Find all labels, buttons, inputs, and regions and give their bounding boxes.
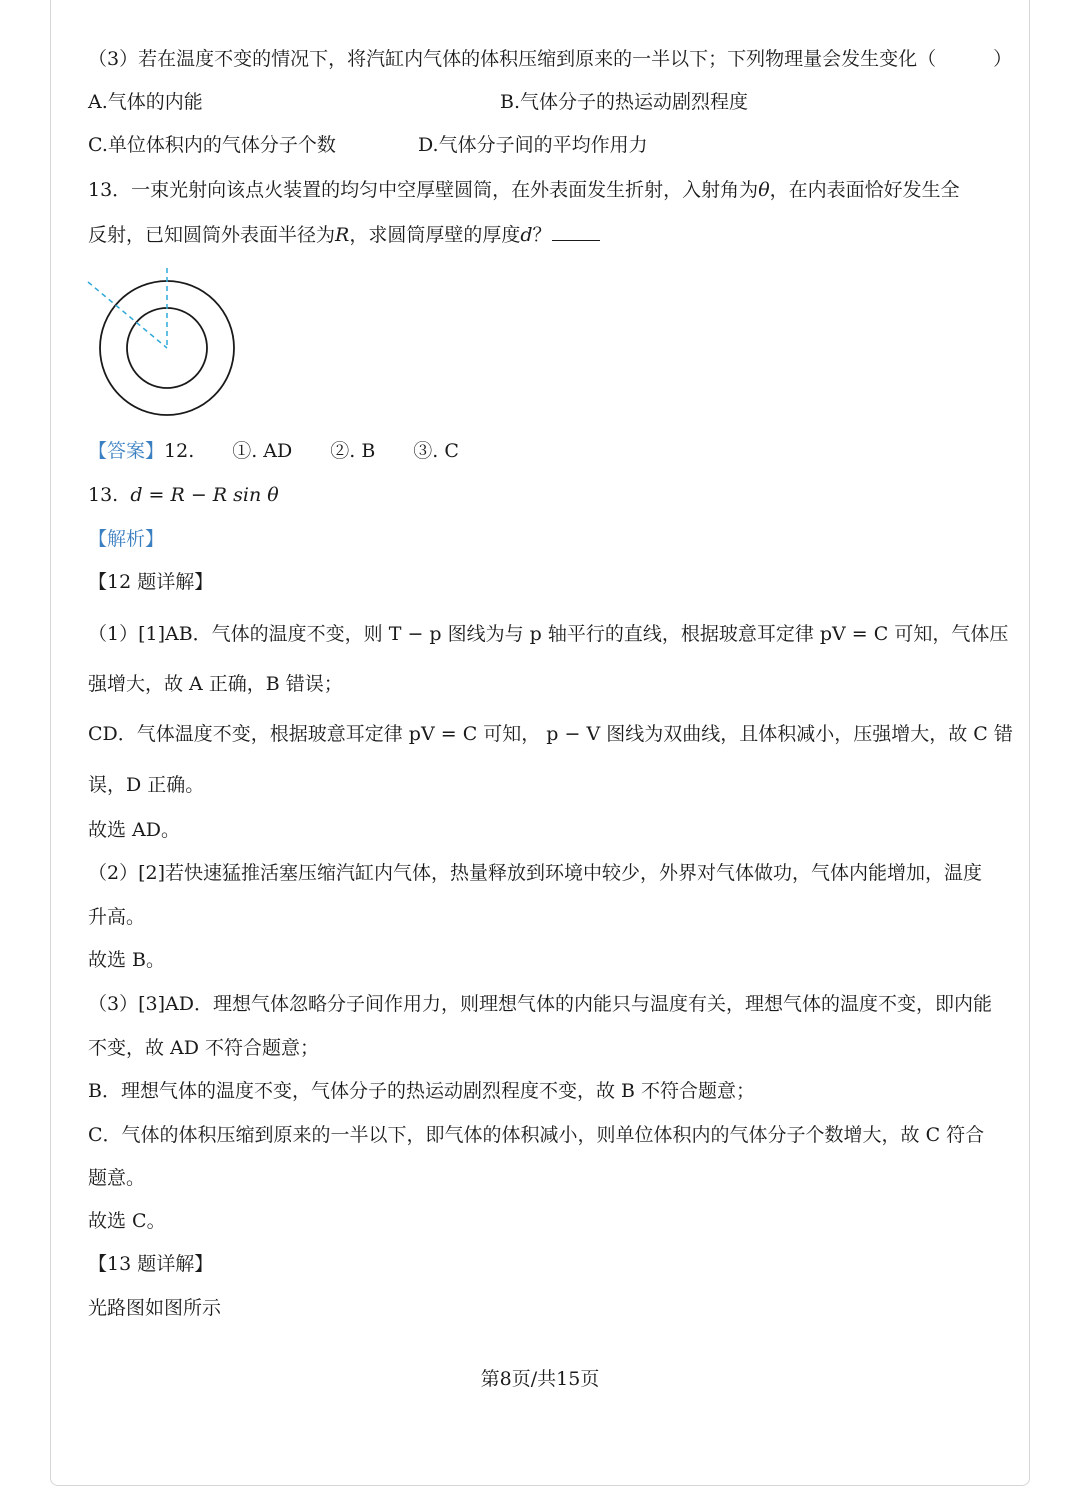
analysis-p6a: （3）[3]AD．理想气体忽略分子间作用力，则理想气体的内能只与温度有关，理想气体的温度不变，即内能 [88,993,992,1015]
analysis-p9: 故选 C。 [88,1210,166,1232]
analysis-p7: B．理想气体的温度不变，气体分子的热运动剧烈程度不变，故 B 不符合题意； [88,1080,756,1102]
analysis-p1b: 强增大，故 A 正确，B 错误； [88,673,343,695]
q13-line-2: 反射，已知圆筒外表面半径为R，求圆筒厚壁的厚度d？ [88,222,600,247]
analysis-p2b: 误，D 正确。 [88,774,205,796]
analysis-p5: 故选 B。 [88,949,166,971]
option-c: C.单位体积内的气体分子个数 [88,134,336,156]
cylinder-diagram [80,262,250,422]
analysis-p4b: 升高。 [88,906,146,928]
analysis-p2a: CD．气体温度不变，根据玻意耳定律 pV = C 可知， p − V 图线为双曲线，且体积减小，压强增大，故 C 错 [88,723,1013,745]
answer-line: 【答案】12. ①. AD ②. B ③. C [88,440,459,462]
option-d: D.气体分子间的平均作用力 [418,134,648,156]
analysis-p10: 光路图如图所示 [88,1297,222,1319]
analysis-p8b: 题意。 [88,1167,146,1189]
heading-13: 【13 题详解】 [88,1253,214,1275]
option-b: B.气体分子的热运动剧烈程度 [500,91,749,113]
analysis-p6b: 不变，故 AD 不符合题意； [88,1037,320,1059]
analysis-p4a: （2）[2]若快速猛推活塞压缩汽缸内气体，热量释放到环境中较少，外界对气体做功，气体内能增加，温度 [88,862,983,884]
heading-12: 【12 题详解】 [88,571,214,593]
option-a: A.气体的内能 [88,91,203,113]
answer-blank [552,222,600,241]
q13-line-1: 13．一束光射向该点火装置的均匀中空厚壁圆筒，在外表面发生折射，入射角为θ，在内表面恰好发生全 [88,179,960,201]
analysis-p3: 故选 AD。 [88,819,180,841]
analysis-tag: 【解析】 [88,528,165,550]
q12-3-stem: （3）若在温度不变的情况下，将汽缸内气体的体积压缩到原来的一半以下；下列物理量会发生变化（ ） [88,48,1013,70]
answer-13: 13. d = R − R sin θ [88,484,279,506]
page-footer: 第8页/共15页 [480,1368,600,1390]
analysis-p8a: C．气体的体积压缩到原来的一半以下，即气体的体积减小，则单位体积内的气体分子个数增大，故 C 符合 [88,1124,985,1146]
analysis-p1a: （1）[1]AB．气体的温度不变，则 T − p 图线为与 p 轴平行的直线，根据玻意耳定律 pV = C 可知，气体压 [88,623,1009,645]
